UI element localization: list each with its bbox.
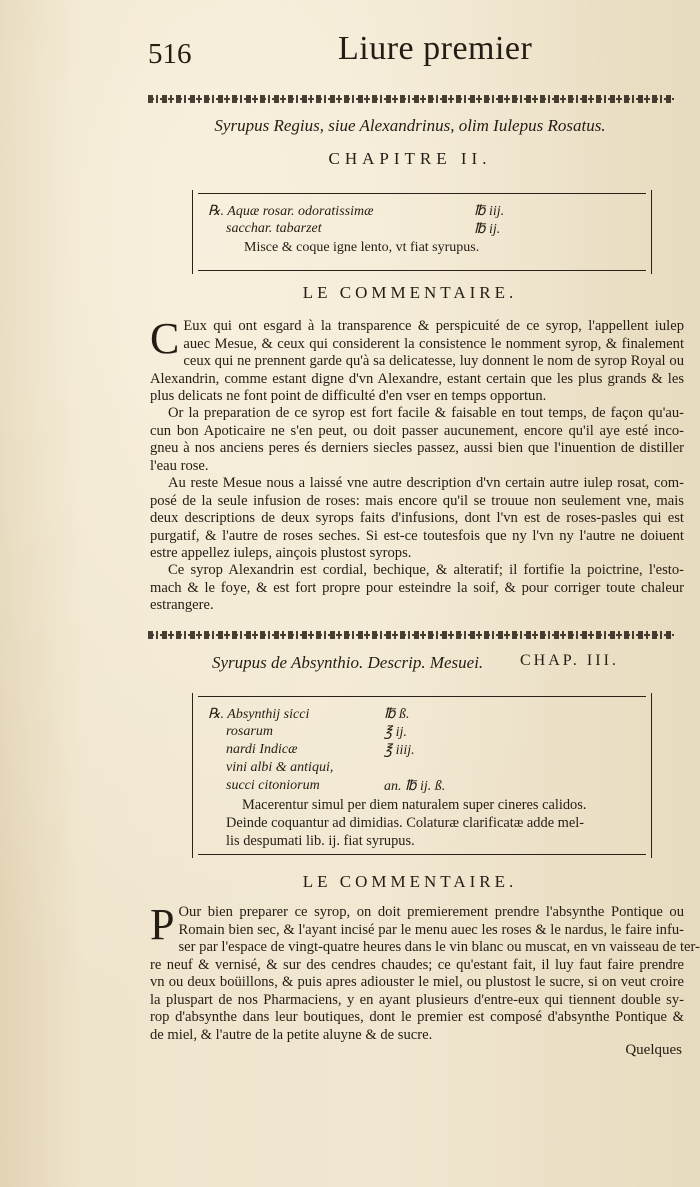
text-line: plus delicats ne font point de difficulté d'en vser en temps opportun. [150,388,547,404]
page-number: 516 [148,38,192,70]
text-line: de miel, & l'autre de la petite aluyne & de sucre. [150,1026,433,1043]
commentary-1-paragraph-4 [150,562,684,615]
text-line: rop d'absynthe dans leur boutiques, dont le premier est composé d'absynthe Pontique & [150,1009,684,1025]
section-title-absynthio: Syrupus de Absynthio. Descrip. Mesuei. [212,653,484,672]
text-line: estrangere. [150,597,214,613]
recipe2-quantity-2: ℥ ij. [384,725,407,740]
recipe2-quantity-3: ℥ iiij. [384,743,415,758]
text-line: auec Mesue, & ceux qui considerent la consistence le nomment syrop, & finalement [183,335,684,352]
text-line: ceux qui ne prennent garde qu'à sa delicatesse, luy donnent le nom de syrop Royal ou [183,353,684,369]
text-line: posé de la seule infusion de roses: mais encore qu'il se trouue non seulement vne, mais [150,492,684,509]
text-line: gneu à nos anciens peres és derniers siecles passez, aussi bien que l'inuention de distiller [150,440,684,456]
text-line: vn ou deux boüillons, & puis apres adiouster le miel, ou plustost le sucre, si on veut croire [150,974,684,990]
commentary-1-paragraph-1 [150,314,684,406]
text-line: Or la preparation de ce syrop est fort facile & faisable en tout temps, de façon qu'au- [168,405,684,421]
commentary-1-paragraph-2 [150,405,684,475]
recipe2-ingredient-2: rosarum [226,724,273,739]
text-line: l'eau rose. [150,457,209,474]
text-line: Eux qui ont esgard à la transparence & perspicuité de ce syrop, l'appellent iulep [183,318,684,334]
recipe2-quantity-5: an. ℔ ij. ß. [384,779,446,794]
section-title-syrupus-regius: Syrupus Regius, siue Alexandrinus, olim Iulepus Rosatus. [214,116,606,135]
chapter-heading-ii: CHAPITRE II. [328,149,492,168]
running-title: Liure premier [338,30,533,67]
recipe1-instruction: Misce & coque igne lento, vt fiat syrupus. [244,240,480,255]
commentary-1-paragraph-3 [150,475,684,563]
text-line: re neuf & vernisé, & sur des cendres chaudes; ce qu'estant fait, il luy faut faire prendre [150,956,684,973]
recipe1-ingredient-2: sacchar. tabarzet [226,221,322,236]
text-line: estre appellez iuleps, ainçois plustost syrops. [150,545,412,561]
recipe2-instruction-line-2: Deinde coquantur ad dimidias. Colaturæ clarificatæ adde mel- [226,815,585,831]
commentary-2-paragraph-1 [150,900,700,1044]
drop-cap-p: P [150,900,175,949]
text-line: Our bien preparer ce syrop, on doit premierement prendre l'absynthe Pontique ou [178,904,684,920]
recipe1-quantity-2: ℔ ij. [474,222,501,237]
recipe2-ingredient-4: vini albi & antiqui, [226,760,334,775]
ornamental-rule-middle [148,631,674,639]
text-line: Romain bien sec, & l'ayant incisé par le menu auec les roses & le nardus, le faire infu- [178,921,684,938]
text-line: mach & le foye, & est fort propre pour esteindre la soif, & pour corriger toute chaleur [150,579,684,596]
catchword: Quelques [625,1042,682,1058]
recipe2-ingredient-1: ℞. Absynthij sicci [208,707,310,722]
drop-cap-c: C [150,314,180,363]
recipe2-instruction-line-1: Macerentur simul per diem naturalem super cineres calidos. [242,797,587,813]
running-head [148,28,668,78]
ornamental-rule-top [148,95,674,103]
recipe1-ingredient-1: ℞. Aquæ rosar. odoratissimæ [208,204,374,219]
text-line: ser par l'espace de vingt-quatre heures dans le vin blanc ou muscat, en vn vaisseau de ter- [178,939,700,955]
recipe2-ingredient-3: nardi Indicæ [226,742,298,757]
chapter-heading-iii: CHAP. III. [520,652,619,669]
recipe2-quantity-1: ℔ ß. [384,707,410,722]
text-line: Alexandrin, comme estant digne d'vn Alexandre, estant certain que les plus grands & les [150,370,684,387]
recipe1-quantity-1: ℔ iij. [474,204,505,219]
text-line: deux descriptions de deux syrops faits d'infusions, dont l'vn est de roses-pasles qui est [150,510,684,526]
commentary-heading-1: LE COMMENTAIRE. [302,283,518,302]
text-line: Ce syrop Alexandrin est cordial, bechique, & alteratif; il fortifie la poictrine, l'esto- [168,562,684,578]
text-line: cun bon Apoticaire ne s'en peut, ou doit passer aucunement, encore qu'il aye esté inco- [150,422,684,439]
text-line: la pluspart de nos Pharmaciens, y en ayant plusieurs d'entre-eux qui tiennent double sy- [150,991,684,1008]
recipe2-instruction-line-3: lis despumati lib. ij. fiat syrupus. [226,833,415,849]
text-line: Au reste Mesue nous a laissé vne autre description d'vn certain autre iulep rosat, com- [168,475,684,491]
text-line: purgatif, & l'autre de roses seches. Si est-ce toutesfois que ny l'vn ny l'autre ne doiuent [150,527,684,544]
commentary-heading-2: LE COMMENTAIRE. [302,872,518,891]
recipe2-ingredient-5: succi citoniorum [226,778,320,793]
